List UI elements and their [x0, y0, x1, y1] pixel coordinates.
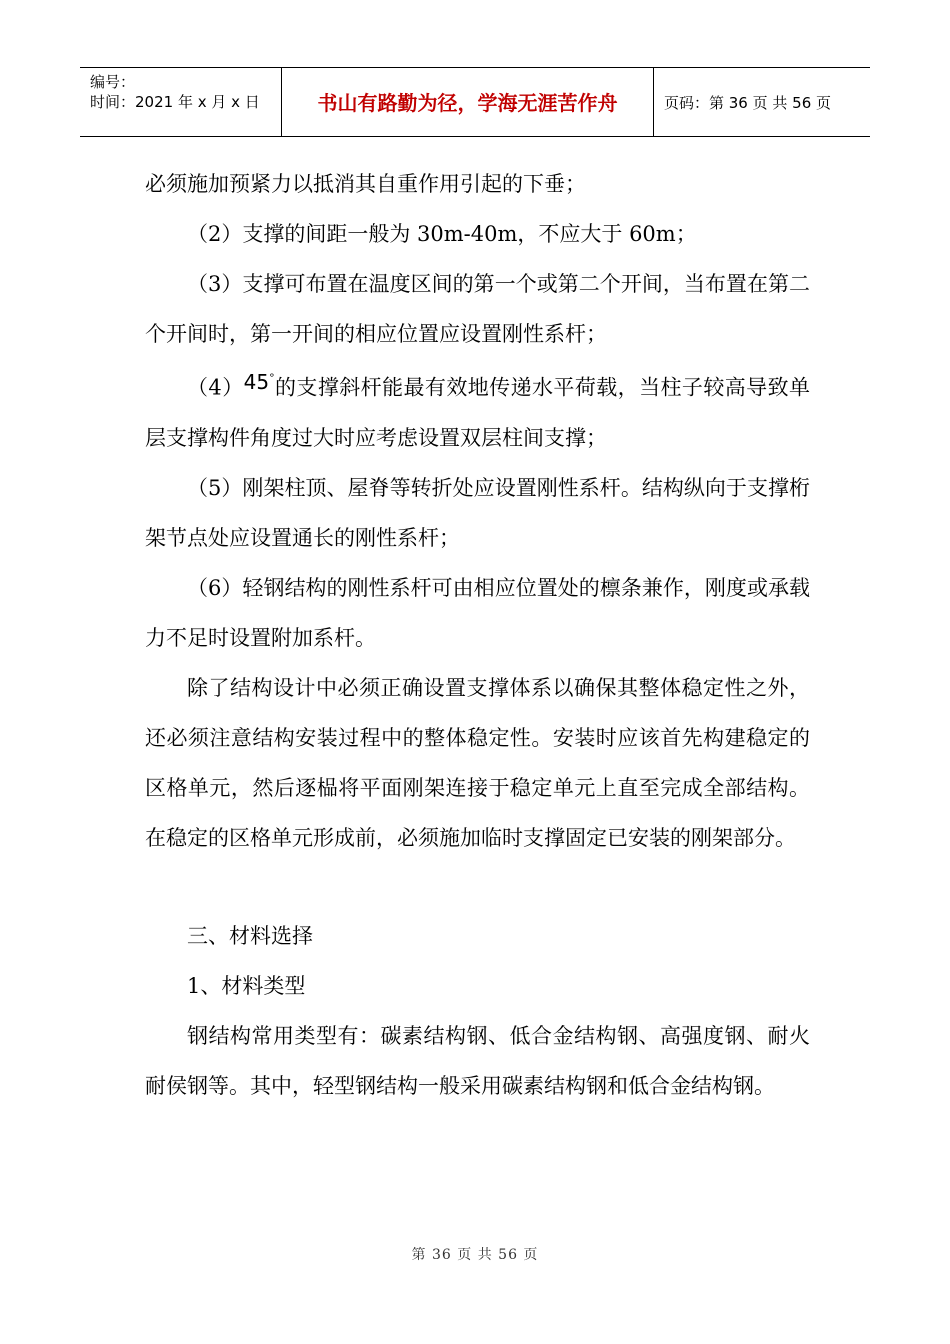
header-motto: 书山有路勤为径，学海无涯苦作舟 [317, 91, 618, 115]
page-header [80, 67, 870, 137]
paragraph: （6）轻钢结构的刚性系杆可由相应位置处的檩条兼作，刚度或承载力不足时设置附加系杆。 [145, 575, 810, 650]
header-divider [653, 68, 654, 136]
degree-value: 45° [243, 369, 275, 394]
header-meta [90, 72, 260, 112]
paragraph: 必须施加预紧力以抵消其自重作用引起的下垂； [145, 172, 586, 196]
paragraph: （5）刚架柱顶、屋脊等转折处应设置刚性系杆。结构纵向于支撑桁架节点处应设置通长的刚性系杆； [145, 475, 810, 550]
doc-number-label: 编号： [90, 73, 136, 91]
paragraph-text: 的支撑斜杆能最有效地传递水平荷载，当柱子较高导致单层支撑构件角度过大时应考虑设置双层柱间支撑； [145, 375, 810, 450]
header-page-info: 页码：第 36 页 共 56 页 [664, 94, 832, 112]
paragraph: （3）支撑可布置在温度区间的第一个或第二个开间，当布置在第二个开间时，第一开间的相应位置应设置刚性系杆； [145, 272, 810, 346]
doc-time-label: 时间：2021 年 x 月 x 日 [90, 93, 260, 111]
section-heading: 三、材料选择 [187, 923, 313, 948]
section-spacer [145, 863, 810, 911]
paragraph: 钢结构常用类型有：碳素结构钢、低合金结构钢、高强度钢、耐火耐侯钢等。其中，轻型钢结构一般采用碳素结构钢和低合金结构钢。 [145, 1023, 810, 1098]
degree-symbol: ° [269, 371, 275, 384]
document-body [145, 159, 810, 1111]
page-footer: 第 36 页 共 56 页 [411, 1247, 539, 1263]
paragraph: （2）支撑的间距一般为 30m-40m，不应大于 60m； [187, 222, 697, 246]
paragraph [145, 359, 810, 463]
list-marker: （4） [187, 375, 244, 400]
sub-heading: 1、材料类型 [187, 973, 306, 998]
paragraph: 除了结构设计中必须正确设置支撑体系以确保其整体稳定性之外，还必须注意结构安装过程中的整体稳定性。安装时应该首先构建稳定的区格单元，然后逐榀将平面刚架连接于稳定单元上直至完成全部结构。在稳定的区格单元形成前，必须施加临时支撑固定已安装的刚架部分。 [145, 675, 810, 850]
